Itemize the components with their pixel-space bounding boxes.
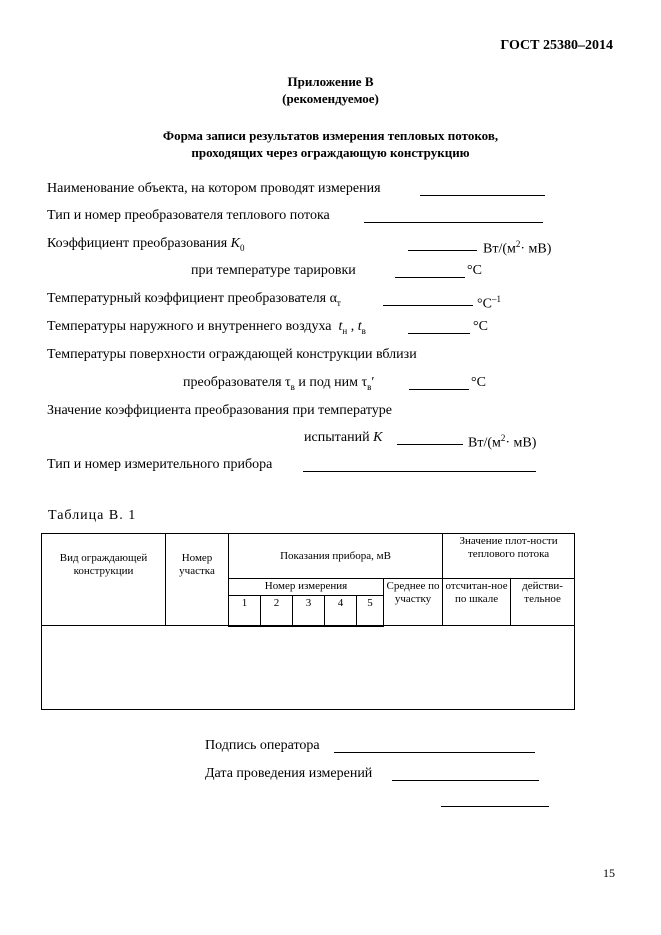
header-actual: действи-тельное <box>511 579 575 626</box>
conversion-coef-label: Коэффициент преобразования $K_0$ <box>47 236 245 253</box>
header-flux-density: Значение плот-ности теплового потока <box>443 534 575 579</box>
header-read-on-scale: отсчитан-ное по шкале <box>443 579 511 626</box>
header-readings: Показания прибора, мВ <box>229 534 443 579</box>
header-construction-type: Вид ограждающей конструкции <box>42 534 166 626</box>
coef-value-blank <box>397 430 463 445</box>
object-name-label: Наименование объекта, на котором проводят измерения <box>47 181 381 196</box>
device-type-blank <box>303 457 536 472</box>
air-temps-label: Температуры наружного и внутреннего воздуха $t_н$ , $t_в$ <box>47 319 366 336</box>
header-measurement-2: 2 <box>261 596 293 626</box>
extra-blank-line <box>441 792 549 807</box>
surface-temps-label-1: Температуры поверхности ограждающей конструкции вблизи <box>47 347 417 362</box>
appendix-title: Приложение В <box>287 74 374 89</box>
measurement-table <box>41 533 575 710</box>
table-body-row <box>42 626 575 710</box>
temp-coef-label: Температурный коэффициент преобразователя $\alpha_т$ <box>47 291 341 308</box>
measurement-date-blank <box>392 766 539 781</box>
form-title-line2: проходящих через ограждающую конструкцию <box>191 145 470 160</box>
transducer-type-blank <box>364 208 543 223</box>
header-section-number: Номер участка <box>166 534 229 626</box>
temp-coef-blank <box>383 291 473 306</box>
device-type-label: Тип и номер измерительного прибора <box>47 457 273 472</box>
header-measurement-5: 5 <box>357 596 384 626</box>
header-average: Среднее по участку <box>384 579 443 626</box>
transducer-type-label: Тип и номер преобразователя теплового потока <box>47 208 330 223</box>
tarring-temp-label: при температуре тарировки <box>191 263 356 278</box>
conversion-coef-unit: $Вт/(м^2\cdot мВ)$ <box>483 239 552 257</box>
page-number: 15 <box>603 866 615 880</box>
tarring-temp-blank <box>395 263 465 278</box>
form-title-line1: Форма записи результатов измерения тепловых потоков, <box>162 128 499 143</box>
header-measurement-4: 4 <box>325 596 357 626</box>
operator-signature-blank <box>334 738 535 753</box>
tarring-temp-unit: °С <box>467 263 482 278</box>
table-caption: Таблица В. 1 <box>48 508 137 523</box>
surface-temps-unit: °С <box>471 375 486 390</box>
air-temps-blank <box>408 319 470 334</box>
coef-value-label-1: Значение коэффициента преобразования при температуре <box>47 403 392 418</box>
header-measurement-number: Номер измерения <box>229 579 384 596</box>
coef-value-unit: $Вт/(м^2\cdot мВ)$ <box>468 433 537 451</box>
conversion-coef-blank <box>408 236 477 251</box>
air-temps-unit: °С <box>473 319 488 334</box>
standard-number: ГОСТ 25380–2014 <box>500 38 613 53</box>
operator-signature-label: Подпись оператора <box>205 738 320 753</box>
temp-coef-unit: $^\circ С^{-1}$ <box>477 294 501 312</box>
object-name-blank <box>420 181 545 196</box>
appendix-subtitle: (рекомендуемое) <box>282 91 379 106</box>
surface-temps-blank <box>409 375 469 390</box>
surface-temps-label-2: преобразователя $\tau_в$ и под ним $\tau_в'$ <box>183 375 375 392</box>
coef-value-label-2: испытаний K <box>304 430 383 445</box>
measurement-date-label: Дата проведения измерений <box>205 766 373 781</box>
header-measurement-1: 1 <box>229 596 261 626</box>
header-measurement-3: 3 <box>293 596 325 626</box>
